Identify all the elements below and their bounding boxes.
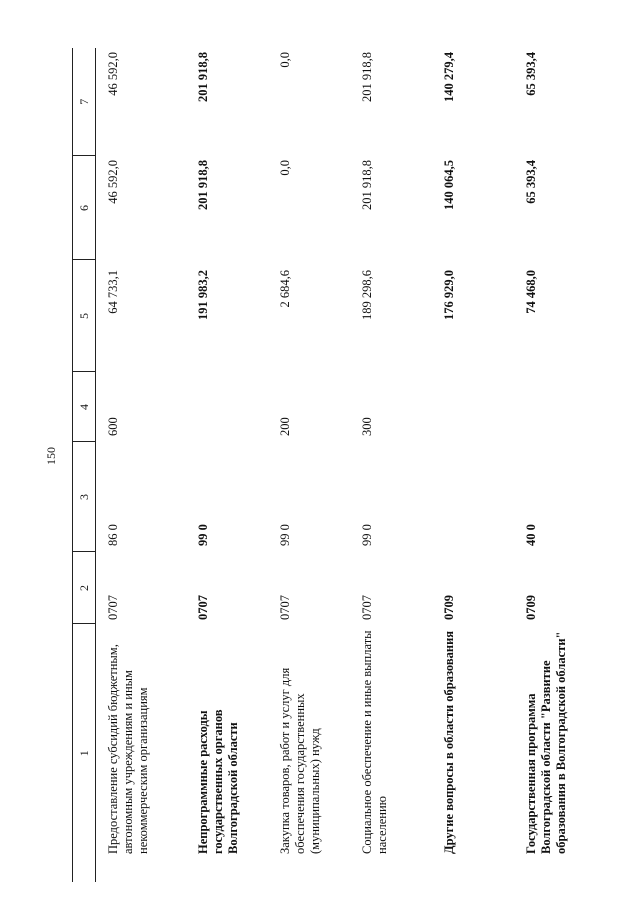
row-value-7: 0,0	[277, 52, 292, 68]
row-value-6: 0,0	[277, 160, 292, 176]
row-target-code: 99 0	[277, 524, 292, 546]
row-expense-type: 200	[277, 417, 292, 436]
row-expense-type: 300	[359, 417, 374, 436]
row-section-code: 0707	[277, 595, 292, 620]
column-header-3: 3	[73, 442, 96, 552]
row-value-6: 201 918,8	[195, 160, 210, 210]
row-value-7: 140 279,4	[441, 52, 456, 102]
row-value-5: 2 684,6	[277, 270, 292, 308]
table-row	[350, 48, 432, 882]
row-section-code: 0709	[523, 595, 538, 620]
table-row	[268, 48, 350, 882]
row-name: Другие вопросы в области образования	[441, 630, 456, 854]
row-value-7: 201 918,8	[195, 52, 210, 102]
row-expense-type	[186, 372, 268, 442]
row-value-5: 189 298,6	[359, 270, 374, 320]
row-value-5: 191 983,2	[195, 270, 210, 320]
row-value-5: 74 468,0	[523, 270, 538, 314]
row-section-code: 0707	[195, 595, 210, 620]
row-expense-type: 600	[106, 417, 120, 436]
header-row	[73, 48, 96, 882]
row-value-6: 201 918,8	[359, 160, 374, 210]
column-header-5: 5	[73, 260, 96, 372]
row-target-code: 99 0	[195, 524, 210, 546]
column-header-6: 6	[73, 156, 96, 260]
table-row	[432, 48, 514, 882]
row-name: Предоставление субсидий бюджетным, автономным учреждениям и иным некоммерческим организациям	[106, 644, 150, 854]
column-header-1: 1	[73, 624, 96, 882]
column-header-7: 7	[73, 48, 96, 156]
row-section-code: 0707	[359, 595, 374, 620]
row-value-6: 65 393,4	[523, 160, 538, 204]
row-name: Закупка товаров, работ и услуг для обеспечения государственных (муниципальных) нужд	[277, 667, 322, 854]
row-value-6: 46 592,0	[106, 160, 120, 204]
row-section-code: 0709	[441, 595, 456, 620]
row-value-5: 64 733,1	[106, 270, 120, 314]
row-value-6: 140 064,5	[441, 160, 456, 210]
row-value-7: 65 393,4	[523, 52, 538, 96]
row-expense-type	[432, 372, 514, 442]
column-header-2: 2	[73, 552, 96, 624]
column-header-4: 4	[73, 372, 96, 442]
row-target-code: 86 0	[106, 524, 120, 546]
table-header	[73, 48, 96, 882]
row-target-code	[432, 442, 514, 552]
table-body	[96, 48, 592, 882]
row-section-code: 0707	[106, 595, 120, 620]
row-target-code: 99 0	[359, 524, 374, 546]
row-name: Государственная программа Волгоградской области "Развитие образования в Волгоградской области"	[523, 631, 568, 854]
row-name: Непрограммные расходы государственных органов Волгоградской области	[195, 709, 240, 854]
table-row	[186, 48, 268, 882]
row-name: Социальное обеспечение и иные выплаты населению	[359, 630, 389, 854]
table-row	[96, 48, 186, 882]
table-row	[514, 48, 592, 882]
row-value-5: 176 929,0	[441, 270, 456, 320]
row-target-code: 40 0	[523, 524, 538, 546]
budget-table-container	[72, 48, 592, 882]
row-value-7: 201 918,8	[359, 52, 374, 102]
page-number: 150	[44, 447, 58, 465]
row-value-7: 46 592,0	[106, 52, 120, 96]
budget-table	[72, 48, 592, 882]
budget-table-rotated	[72, 48, 592, 882]
row-expense-type	[514, 372, 592, 442]
